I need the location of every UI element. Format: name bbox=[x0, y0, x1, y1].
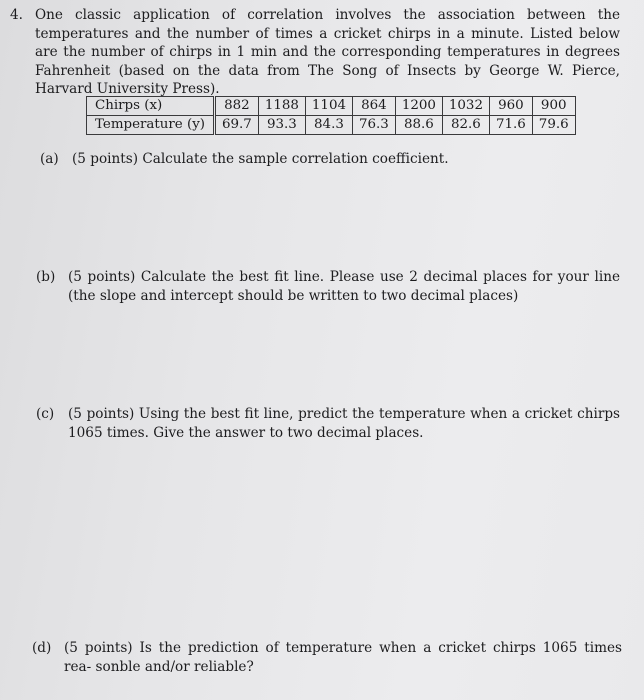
table-cell: 79.6 bbox=[532, 116, 575, 135]
part-text: (5 points) Is the prediction of temperature when a cricket chirps 1065 times rea- sonble and/or reliable? bbox=[64, 640, 622, 675]
part-text: (5 points) Using the best fit line, predict the temperature when a cricket chirps 1065 times. Give the answer to two decimal places. bbox=[68, 406, 620, 441]
table-cell: 900 bbox=[532, 97, 575, 116]
table-row-temperature bbox=[87, 116, 576, 135]
part-text: (5 points) Calculate the best fit line. Please use 2 decimal places for your line (the slope and intercept should be written to two decimal places) bbox=[68, 269, 620, 304]
table-cell: 864 bbox=[352, 97, 395, 116]
part-tag: (a) bbox=[40, 151, 59, 167]
row-label: Chirps (x) bbox=[87, 97, 215, 116]
table-cell: 93.3 bbox=[258, 116, 305, 135]
row-label: Temperature (y) bbox=[87, 116, 215, 135]
table-cell: 960 bbox=[489, 97, 532, 116]
table-cell: 71.6 bbox=[489, 116, 532, 135]
table-cell: 882 bbox=[215, 97, 259, 116]
part-tag: (d) bbox=[32, 640, 52, 656]
table-cell: 88.6 bbox=[395, 116, 442, 135]
chirps-temperature-table bbox=[86, 96, 576, 135]
problem-number: 4. bbox=[10, 7, 23, 23]
table-row-chirps bbox=[87, 97, 576, 116]
part-a bbox=[40, 150, 600, 169]
part-c bbox=[36, 405, 620, 442]
table-cell: 1032 bbox=[442, 97, 489, 116]
table-cell: 69.7 bbox=[215, 116, 259, 135]
problem-statement: One classic application of correlation involves the association between the temperatures and the number of times a cricket chirps in a minute. Listed below are the number of chirps in 1 min and the corresponding temperatures in degrees Fahrenheit (based on the data from The Song of Insects by George W. Pierce, Harvard University Press). bbox=[35, 7, 620, 97]
part-b bbox=[36, 268, 620, 305]
part-d bbox=[32, 639, 622, 676]
part-tag: (c) bbox=[36, 406, 55, 422]
table-cell: 76.3 bbox=[352, 116, 395, 135]
table-cell: 1200 bbox=[395, 97, 442, 116]
table-cell: 1188 bbox=[258, 97, 305, 116]
table-cell: 1104 bbox=[305, 97, 352, 116]
table-cell: 82.6 bbox=[442, 116, 489, 135]
table-cell: 84.3 bbox=[305, 116, 352, 135]
part-tag: (b) bbox=[36, 269, 56, 285]
problem-4 bbox=[10, 6, 620, 99]
part-text: (5 points) Calculate the sample correlation coefficient. bbox=[72, 151, 449, 167]
